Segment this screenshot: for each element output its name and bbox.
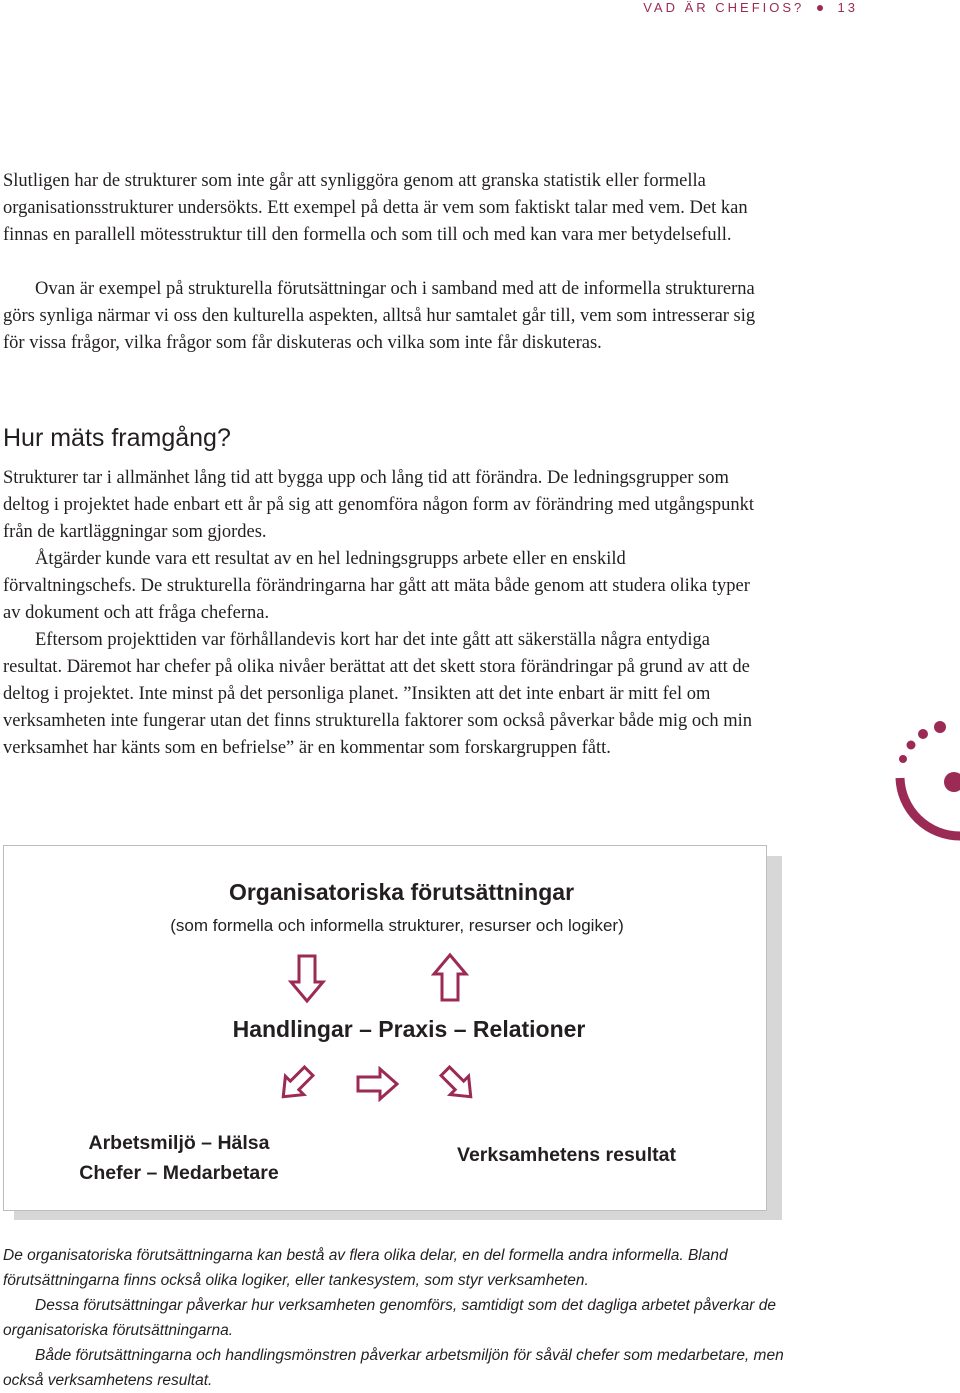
- bullet-dot-icon: [817, 5, 823, 11]
- caption-paragraph-2: Dessa förutsättningar påverkar hur verksamheten genomförs, samtidigt som det dagliga arbetet påverkar de organisatoriska förutsättningarna.: [3, 1297, 776, 1339]
- figure-box: [3, 845, 767, 1211]
- paragraph-4: Åtgärder kunde vara ett resultat av en hel ledningsgrupps arbete eller en enskild förvaltningschefs. De strukturella förändringarna har gått att mäta både genom att studera olika typer av dokument och att fråga cheferna.: [3, 549, 750, 623]
- paragraph-2: Ovan är exempel på strukturella förutsättningar och i samband med att de informella strukturerna görs synliga närmar vi oss den kulturella aspekten, alltså hur samtalet går till, vem som intresserar sig för vissa frågor, vilka frågor som får diskuteras och vilka som inte får diskuteras.: [3, 279, 756, 353]
- paragraph-5: Eftersom projekttiden var förhållandevis kort har det inte gått att säkerställa några entydiga resultat. Däremot har chefer på olika nivåer berättat att det skett stora förändringar på grund av att de deltog i projektet. Inte minst på det personliga planet. ”Insikten att det inte enbart är mitt fel om verksamheten inte fungerar utan det finns strukturella faktorer som också påverkar både mig och min verksamhet har känts som en befrielse” är en kommentar som forskargruppen fått.: [3, 630, 752, 758]
- running-title: VAD ÄR CHEFIOS?: [643, 0, 805, 15]
- figure-left-label: [44, 1128, 314, 1188]
- figure-right-label: Verksamhetens resultat: [457, 1144, 676, 1166]
- decorative-dots-arc-icon: [888, 718, 960, 842]
- down-left-arrow-icon: [276, 1064, 316, 1104]
- up-arrow-icon: [431, 952, 469, 1002]
- caption-paragraph-1: De organisatoriska förutsättningarna kan bestå av flera olika delar, en del formella andra informella. Bland förutsättningarna finns också olika logiker, eller tankesystem, som styr verksamheten.: [3, 1247, 728, 1289]
- figure-left-line-1: Arbetsmiljö – Hälsa: [88, 1132, 270, 1154]
- paragraph-3: Strukturer tar i allmänhet lång tid att bygga upp och lång tid att förändra. De ledningsgrupper som deltog i projektet hade enbart ett år på sig att genomföra någon form av förändring med utgångspunkt från de kartläggningar som gjordes.: [3, 468, 755, 542]
- figure-left-line-2: Chefer – Medarbetare: [79, 1162, 279, 1184]
- caption-paragraph-3: Både förutsättningarna och handlingsmönstren påverkar arbetsmiljön för såväl chefer som medarbetare, men också verksamhetens resultat.: [3, 1347, 784, 1389]
- down-arrow-icon: [288, 954, 326, 1004]
- figure-subtitle: (som formella och informella strukturer, resurser och logiker): [170, 916, 624, 935]
- paragraph-1: Slutligen har de strukturer som inte går att synliggöra genom att granska statistik eller formella organisationsstrukturer undersökts. Ett exempel på detta är vem som faktiskt talar med vem. Det kan finnas en parallell mötesstruktur till den formella och som till och med kan vara mer betydelsefull.: [3, 171, 748, 245]
- figure-caption: [3, 1243, 793, 1393]
- figure-title: Organisatoriska förutsättningar: [228, 879, 575, 905]
- down-right-arrow-icon: [438, 1064, 478, 1104]
- figure-center-label: Handlingar – Praxis – Relationer: [232, 1016, 586, 1042]
- page-number: 13: [837, 0, 858, 15]
- running-head: [643, 0, 858, 15]
- right-arrow-icon: [356, 1066, 400, 1102]
- section-heading: Hur mäts framgång?: [3, 424, 231, 452]
